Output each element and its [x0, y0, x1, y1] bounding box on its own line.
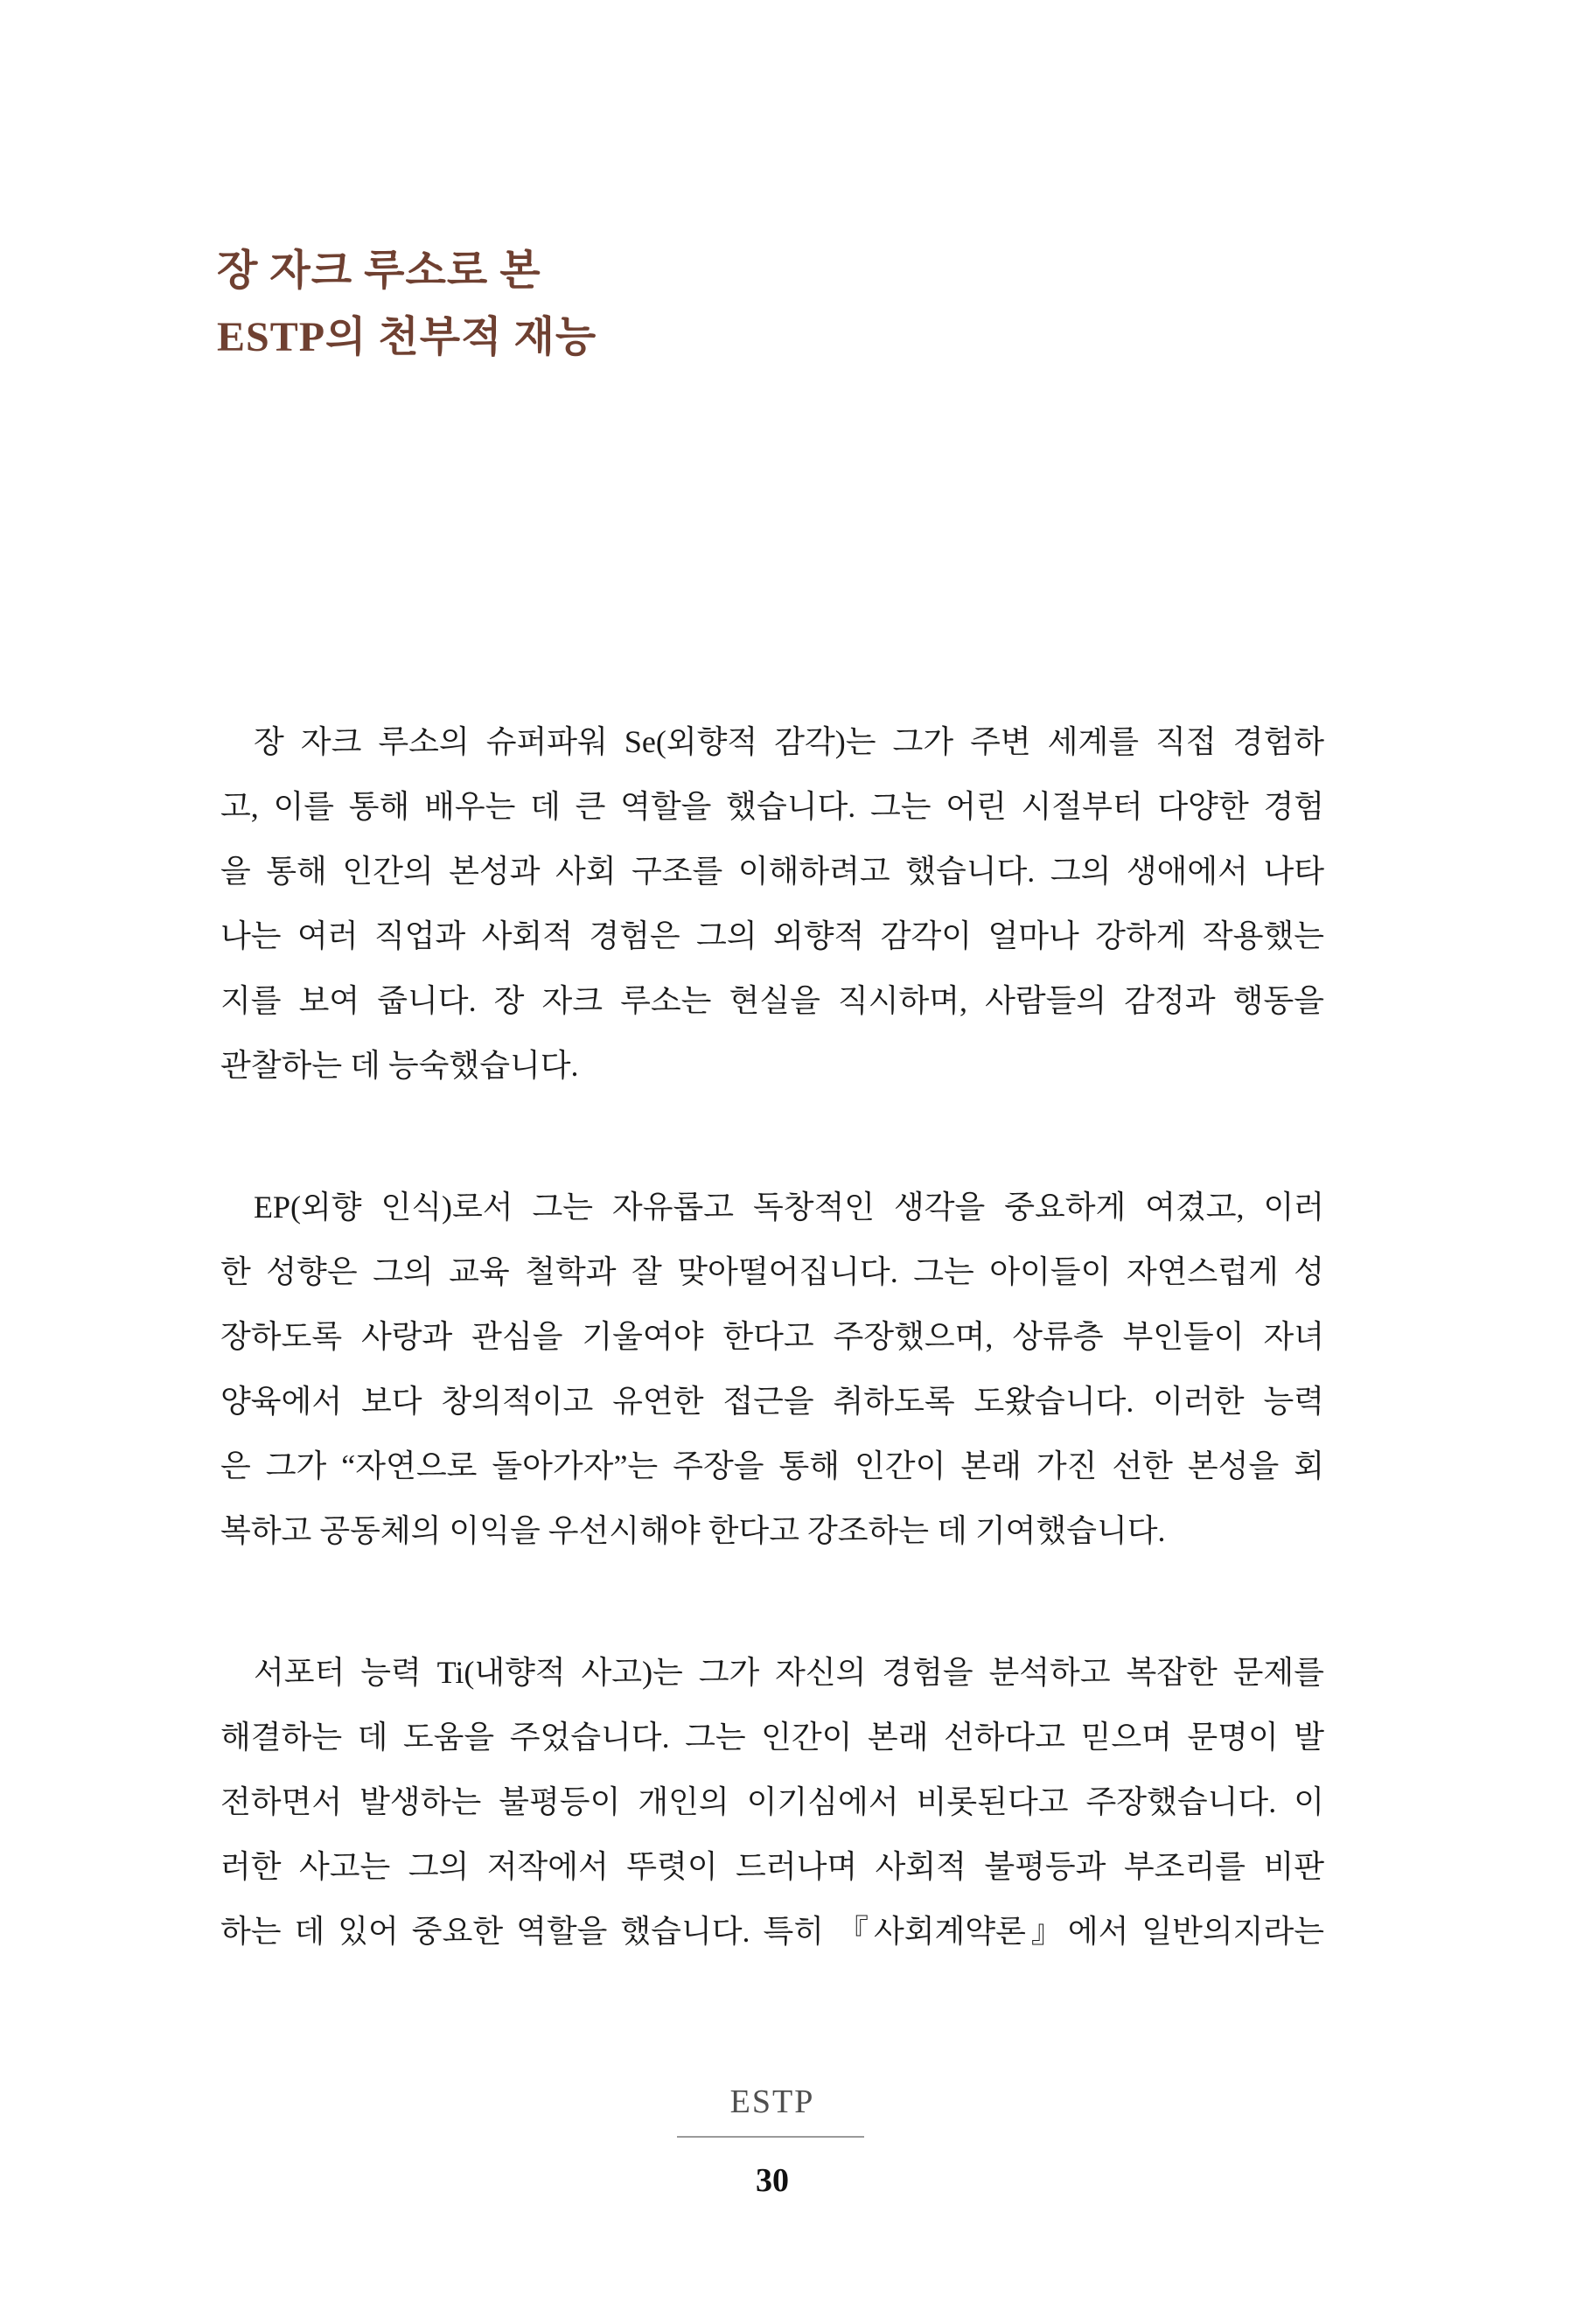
text-line: 은 그가 “자연으로 돌아가자”는 주장을 통해 인간이 본래 가진 선한 본성을 회	[220, 1448, 1324, 1483]
text-line: 관찰하는 데 능숙했습니다.	[220, 1048, 579, 1083]
text-line: 장 자크 루소의 슈퍼파워 Se(외향적 감각)는 그가 주변 세계를 직접 경험하	[254, 724, 1324, 759]
text-line: 나는 여러 직업과 사회적 경험은 그의 외향적 감각이 얼마나 강하게 작용했는	[220, 918, 1324, 953]
footer-section-label: ESTP	[729, 2083, 815, 2120]
text-line: 복하고 공동체의 이익을 우선시해야 한다고 강조하는 데 기여했습니다.	[220, 1513, 1166, 1548]
paragraph-1	[220, 709, 1324, 1098]
text-line: 양육에서 보다 창의적이고 유연한 접근을 취하도록 도왔습니다. 이러한 능력	[220, 1384, 1324, 1419]
paragraph-2	[220, 1175, 1324, 1563]
chapter-title-line-2: ESTP의 천부적 재능	[217, 314, 597, 360]
footer-divider	[677, 2136, 864, 2138]
text-line: 해결하는 데 도움을 주었습니다. 그는 인간이 본래 선하다고 믿으며 문명이 발	[220, 1720, 1324, 1755]
text-line: 하는 데 있어 중요한 역할을 했습니다. 특히 『사회계약론』에서 일반의지라는	[220, 1914, 1324, 1949]
chapter-title-line-1: 장 자크 루소로 본	[217, 248, 541, 294]
paragraph-3	[220, 1640, 1324, 1964]
text-line: 전하면서 발생하는 불평등이 개인의 이기심에서 비롯된다고 주장했습니다. 이	[220, 1784, 1324, 1819]
text-line: 지를 보여 줍니다. 장 자크 루소는 현실을 직시하며, 사람들의 감정과 행동을	[220, 983, 1324, 1018]
text-line: 한 성향은 그의 교육 철학과 잘 맞아떨어집니다. 그는 아이들이 자연스럽게 성	[220, 1254, 1324, 1289]
text-line: 러한 사고는 그의 저작에서 뚜렷이 드러나며 사회적 불평등과 부조리를 비판	[220, 1849, 1324, 1884]
page-number: 30	[756, 2162, 789, 2199]
text-line: EP(외향 인식)로서 그는 자유롭고 독창적인 생각을 중요하게 여겼고, 이러	[254, 1190, 1324, 1225]
text-line: 서포터 능력 Ti(내향적 사고)는 그가 자신의 경험을 분석하고 복잡한 문제를	[254, 1655, 1324, 1690]
text-line: 고, 이를 통해 배우는 데 큰 역할을 했습니다. 그는 어린 시절부터 다양한 경험	[220, 789, 1324, 824]
body-text	[220, 709, 1324, 1964]
text-line: 을 통해 인간의 본성과 사회 구조를 이해하려고 했습니다. 그의 생애에서 나타	[220, 854, 1324, 889]
text-line: 장하도록 사랑과 관심을 기울여야 한다고 주장했으며, 상류층 부인들이 자녀	[220, 1319, 1324, 1354]
chapter-title	[217, 238, 597, 371]
